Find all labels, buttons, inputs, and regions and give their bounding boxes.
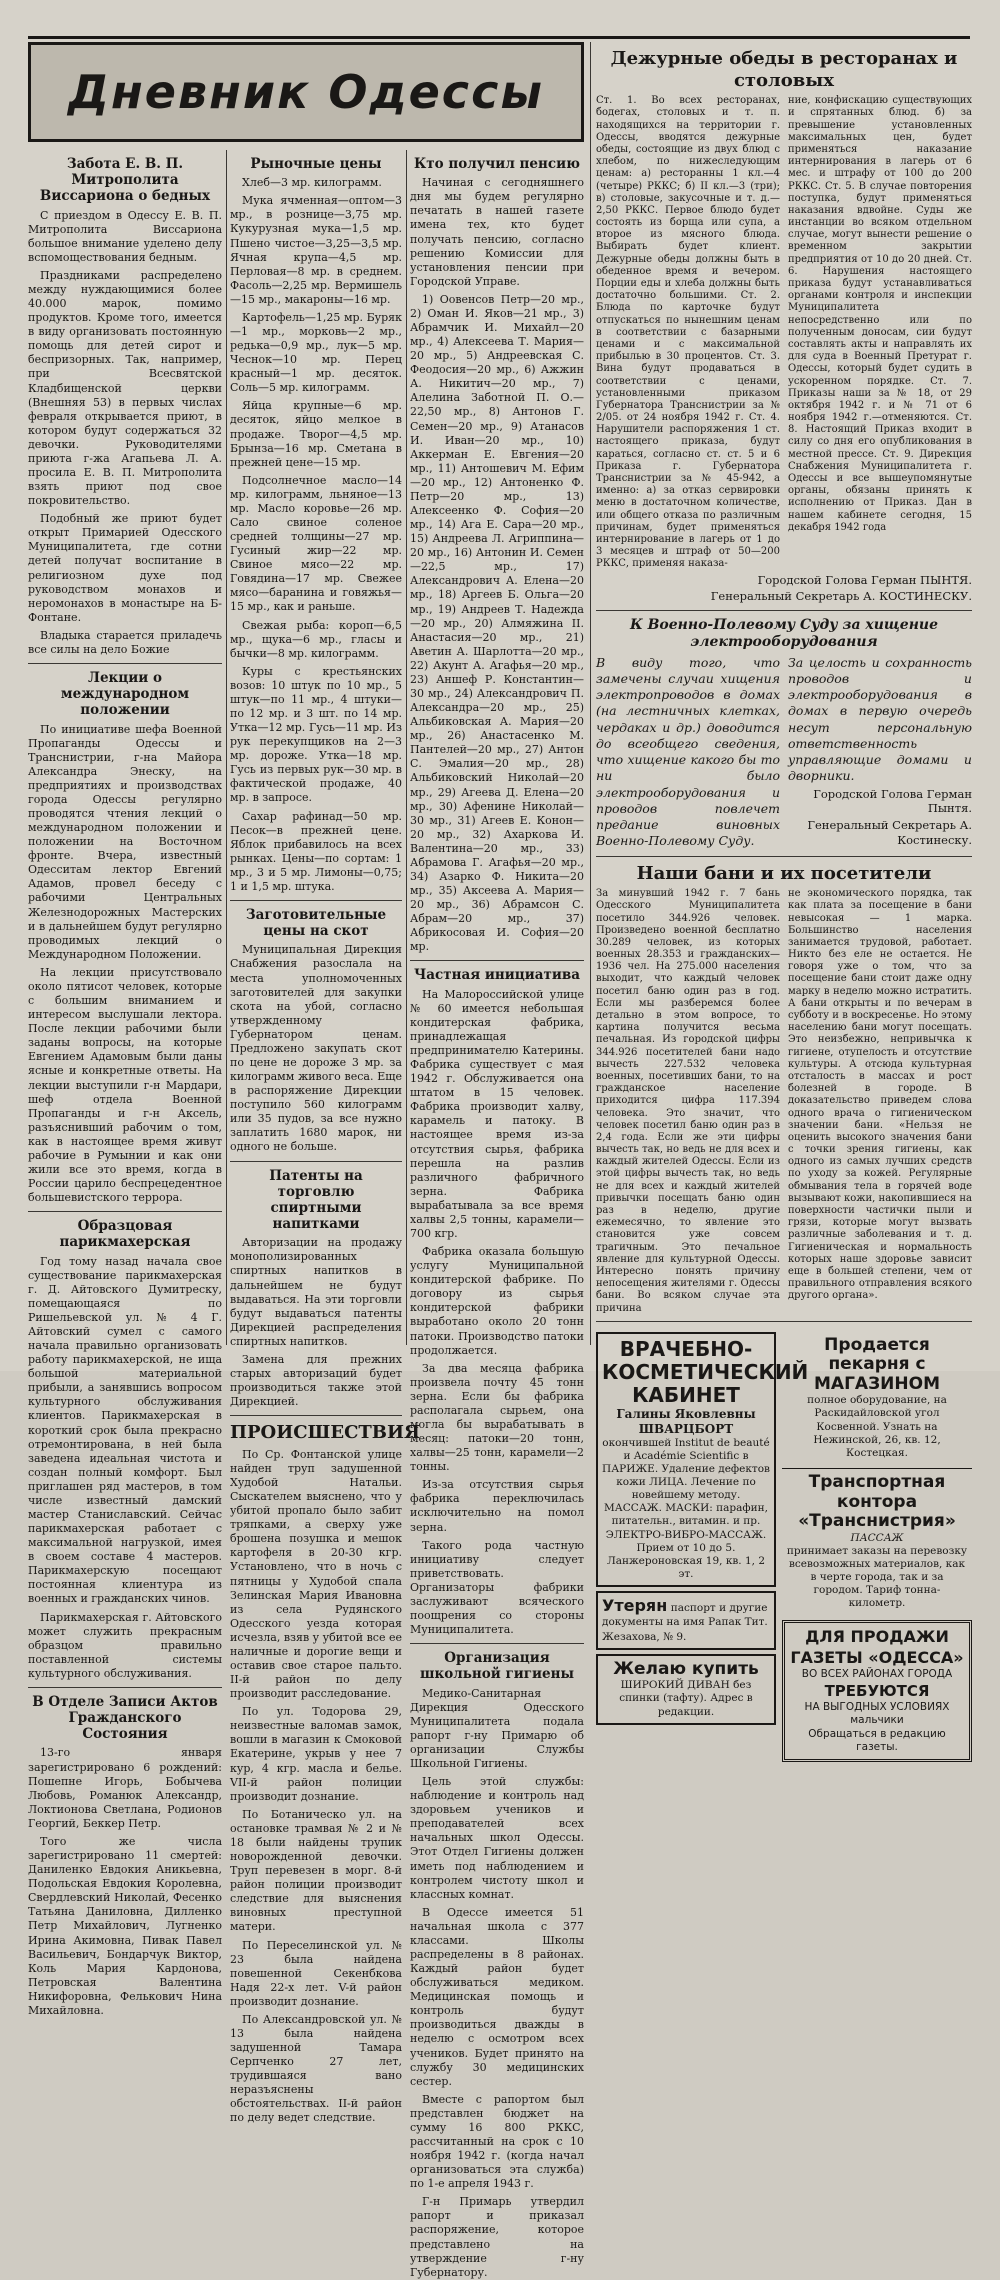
signature: Городской Голова Герман Пынтя.: [813, 786, 972, 816]
column-divider: [590, 42, 591, 1345]
column-divider: [226, 150, 227, 1345]
paragraph: По Переселинской ул. № 23 была найдена повешенной Секенбкова Надя 22-х лет. V-й район производит дознание.: [230, 1938, 402, 2008]
ad-text: окончившей Institut de beauté и Académie Scientific в ПАРИЖЕ. Удаление дефектов кожи ЛИЦА. Лечение по новейшему методу. МАССАЖ. МАСКИ: парафин, питательн., витамин. и пр. ЭЛЕКТРО-ВИБРО-МАССАЖ. Прием от 10 до 5. Ланжероновская 19, кв. 1, 2 эт.: [602, 1436, 770, 1580]
divider: [596, 610, 972, 611]
right-block: [788, 655, 972, 850]
article-title: Заготовительные цены на скот: [245, 907, 387, 940]
ad-column-left: [596, 1328, 809, 1768]
ad-text: ШИРОКИЙ ДИВАН без спинки (тафту). Адрес в редакции.: [619, 1679, 753, 1718]
paragraph: Парикмахерская г. Айтовского может служить прекрасным образцом правильно поставленной системы культурного обслуживания.: [28, 1610, 222, 1680]
ad-text: ВО ВСЕХ РАЙОНАХ ГОРОДА: [801, 1668, 953, 1681]
paragraph: Вместе с рапортом был представлен бюджет на сумму 16 800 РККС, рассчитанный на срок с 10 ноября 1942 г. (когда начал организоваться эта служба) по 1-е апреля 1943 г.: [410, 2092, 584, 2191]
ad-heading: Утерян: [602, 1596, 668, 1616]
column-3: [410, 150, 584, 2279]
column-divider: [406, 150, 407, 1345]
ad-heading: Продается пекарня с МАГАЗИНОМ: [814, 1334, 940, 1394]
divider: [596, 1321, 972, 1322]
divider: [28, 1211, 222, 1212]
divider: [230, 1415, 402, 1416]
paragraph: Владыка старается приладечь все силы на дело Божие: [28, 628, 222, 656]
paragraph: Г-н Примарь утвердил рапорт и приказал распоряжение, которое представлено на утверждение г-ну Губернатору.: [410, 2195, 584, 2279]
article-title: Дежурные обеды в ресторанах и столовых: [610, 48, 958, 91]
ad-name: Галины Яковлевны ШВАРЦБОРТ: [616, 1406, 756, 1436]
paragraph: 1) Оовенсов Петр—20 мр., 2) Оман И. Яков—21 мр., 3) Абрамчик И. Михайл—20 мр., 4) Алексеева Т. Мария—20 мр., 5) Андреевская С. Феодосия—20 мр., 6) Ажжин А. Никитич—20 мр., 7) Алелина Заботной П. О.—22,50 мр., 8) Антонов Г. Семен—20 мр., 9) Атанасов И. Иван—20 мр., 10) Аккерман Е. Евгения—20 мр., 11) Антошевич М. Ефим—20 мр., 12) Антоненко Ф. Петр—20 мр., 13) Алексеенко Ф. София—20 мр., 14) Ага Е. Сара—20 мр., 15) Андреева Л. Агриппина—20 мр., 16) Антонин И. Семен—22,5 мр., 17) Александрович А. Елена—20 мр., 18) Аргеев Б. Ольга—20 мр., 19) Андреев Т. Надежда—20 мр., 20) Алмяжина II. Анастасия—20 мр., 21) Аветин А. Шарлотта—20 мр., 22) Акунт А. Агафья—20 мр., 23) Аншеф Р. Константин—30 мр., 24) Александрович П. Александра—20 мр., 25) Альбиковская А. Мария—20 мр., 26) Анастасенко М. Пантелей—20 мр., 27) Антон С. Эмалия—20 мр., 28) Альбиковский Николай—20 мр., 29) Агеева Д. Елена—20 мр., 30) Афенине Николай—30 мр., 31) Агеев Е. Конон—20 мр., 32) Ахаркова И. Валентина—20 мр., 33) Абрамова Г. Агафья—20 мр., 34) Азарко Ф. Никита—20 мр., 35) Аксеева А. Мария—20 мр., 36) Абрамсон С. Абрам—20 мр., 37) Абрикосовая И. София—20 мр.: [410, 292, 584, 954]
paragraph: Год тому назад начала свое существование парикмахерская г. Д. Айтовского Думитреску, помещающаяся по Ришельевской ул. № 4 Г. Айтовский сумел с самого начала правильно организовать работу парикмахерской, не ища большой материальной прибыли, а занявшись вопросом культурного обслуживания клиентов. Парикмахерская в короткий срок была прекрасно отремонтирована, в ней была заведена идеальная чистота и создан полный комфорт. Был приглашен ряд мастеров, в том числе известный дамский мастер Станиславский. Сейчас парикмахерская работает с максимальной нагрузкой, имея в своем составе 4 мастеров. Парикмахерскую посещают постоянная клиентура из военных и гражданских чинов.: [28, 1254, 222, 1606]
paragraph: Праздниками распределено между нуждающимися более 40.000 марок, помимо продуктов. Кроме того, имеется в виду организовать постоянную помощь для детей сирот и беспризорных. Так, например, при Всесвятской Кладбищенской церкви (Внешняя 53) в первых числах февраля открывается приют, в котором будут содержаться 32 девочки. Руководителями приюта г-жа Агапьева Л. А. просила Е. В. П. Митрополита взять приют под свое покровительство.: [28, 268, 222, 508]
ad-heading: Транспортная контора «Транснистрия»: [798, 1471, 956, 1532]
paragraph: За два месяца фабрика произвела почту 45 тонн зерна. Если бы фабрика располагала сырьем, она могла бы вырабатывать в месяц: патоки—20 тонн, халвы—25 тонн, карамели—2 тонны.: [410, 1361, 584, 1474]
article-title: В Отделе Записи Актов Гражданского Состояния: [32, 1693, 218, 1743]
paragraph: Такого рода частную инициативу следует приветствовать. Организаторы фабрики заслуживают всяческого поощрения со стороны Муниципалитета.: [410, 1538, 584, 1637]
ad-bakery: [782, 1332, 972, 1464]
paragraph: Из-за отсутствия сырья фабрика переключилась исключительно на помол зерна.: [410, 1478, 584, 1534]
paragraph: Авторизации на продажу монополизированных спиртных напитков в дальнейшем не будут выдаваться. На эти торговли будут выдаваться патенты Дирекцией распределения спиртных напитков.: [230, 1236, 402, 1348]
article-title: Забота Е. В. П. Митрополита Виссариона о бедных: [39, 156, 211, 205]
ad-column-right: [782, 1328, 972, 1768]
masthead: [28, 42, 584, 142]
article-title: Лекции о международном положении: [60, 669, 190, 719]
ad-subheading: ПАССАЖ: [850, 1531, 904, 1544]
article-title: Наши бани и их посетители: [636, 862, 932, 884]
divider: [410, 960, 584, 961]
paragraph: 13-го января зарегистрировано 6 рождений: Пошепне Игорь, Бобычева Любовь, Романюк Александр, Локтионова Светлана, Родионов Георгий, Беккер Петр.: [28, 1746, 222, 1830]
ad-text: НА ВЫГОДНЫХ УСЛОВИЯХ мальчики: [804, 1700, 950, 1727]
article-title: Кто получил пенсию: [414, 156, 580, 172]
top-rule: [28, 36, 970, 39]
column-2: [230, 150, 420, 2125]
paragraph: Медико-Санитарная Дирекция Одесского Муниципалитета подала рапорт г-ну Примарю об организации Службы Школьной Гигиены.: [410, 1686, 584, 1770]
paragraph: По Ср. Фонтанской улице найден труп задушенной Худобой Натальи. Сыскателем выяснено, что у убитой пропало было забит тряпками, а сверху уже брошена позушка и мешок картофеля в 20-30 кгр. Установлено, что в ночь с пятницы у Худобой спала Зелинская Мария Ивановна из села Рудянского Одесского уезда которая исчезла, взяв у убитой все ее наличные и дорогие вещи и оставив свое старое пальто. II-й район по делу производит расследование.: [230, 1447, 402, 1701]
paragraph: Куры с крестьянских возов: 10 штук по 10 мр., 5 штук—по 11 мр., 4 штуки—по 12 мр. и 3 шт. по 14 мр. Утка—12 мр. Гусь—11 мр. Из рук перекупщиков на 2—3 мр. дороже. Утка—18 мр. Гусь из первых рук—30 мр. в фактической продаже, 40 мр. в запросе.: [230, 664, 402, 805]
paragraph: Подобный же приют будет открыт Примарией Одесского Муниципалитета, где сотни детей получат воспитание в религиозном духе под руководством монахов и неромонахов в монастыре на Б-Фонтане.: [28, 512, 222, 624]
ad-newspaper-sellers: [782, 1620, 972, 1761]
paragraph: За минувший 1942 г. 7 бань Одесского Муниципалитета посетило 344.926 человек. Произведено военной бесплатно 30.289 человек, из которых военных 28.353 и гражданских—1936 чел. На 275.000 населения выходит, что каждый человек посетил баню один раз в год. Если мы разберемся более детально в этом вопросе, то картина получится весьма печальная. Из городской цифры 344.926 посетителей бани надо вычесть 227.532 человека военных, посетивших бани, то на гражданское население приходится цифра 117.394 человека. Это значит, что человек посетил баню один раз в 2,4 года. Если же эти цифры вычесть так, но ведь не для всех и каждый жителей Одессы. Если из этой цифры вычесть так, но ведь не для всех и каждый жителей привычки посещать баню один раз в неделю, другие ежемесячно, то явление это становится уже совсем трагичным. Это печальное явление для культурной Одессы. Интересно понять причину непосещения жителями г. Одессы бани. Во всяком случае эта причина: [596, 888, 780, 1314]
paragraph: В виду того, что замечены случаи хищения электропроводов в домах (на лестничных клетках, чердаках и др.) доводится до всеобщего сведения, что хищение какого бы то ни было электрооборудования и проводов повлечет предание виновных Военно-Полевому Суду.: [596, 654, 780, 849]
ad-heading: Желаю купить: [613, 1658, 759, 1679]
paragraph: Начиная с сегодняшнего дня мы будем регулярно печатать в нашей газете имена тех, кто будет получать пенсию, согласно решению Комиссии для установления пенсии при Городской Управе.: [410, 176, 584, 288]
divider: [596, 856, 972, 857]
divider: [28, 1687, 222, 1688]
article-title: Патенты на торговлю спиртными напитками: [269, 1167, 363, 1233]
paragraph: За целость и сохранность проводов и электрооборудования в домах в первую очередь несут персональную ответственность управляющие домами и дворники.: [788, 654, 972, 784]
article-title: ПРОИСШЕСТВИЯ: [230, 1422, 420, 1444]
paragraph: На лекции присутствовало около пятисот человек, которые с большим вниманием и интересом выслушали лектора. После лекции рабочими были заданы вопросы, на которые Евгением Адамовым были даны ясные и конкретные ответы. На лекции выступили г-н Мардари, шеф отдела Военной Пропаганды и г-н Аксель, разъяснивший рабочим о том, как в настоящее время живут рабочие в Румынии и как они жили все это время, когда в России царило беспрецедентное большевистского террора.: [28, 965, 222, 1205]
ad-text: полное оборудование, на Раскидайловской угол Косвенной. Узнать на Нежинской, 26, кв. 12, Костецкая.: [807, 1394, 947, 1459]
paragraph: Того же числа зарегистрировано 11 смертей: Даниленко Евдокия Аникьевна, Подольская Евдокия Королевна, Свердлевский Николай, Фесенко Татьяна Даниловна, Дилленко Петр Михайлович, Лугненко Ирина Акимовна, Пивак Павел Васильевич, Бондарчук Виктор, Коль Мария Кардонова, Петровская Валентина Никифоровна, Фелькович Нина Михайловна.: [28, 1834, 222, 2017]
paragraph: С приездом в Одессу Е. В. П. Митрополита Виссариона большое внимание уделено делу вспомоществования бедным.: [28, 208, 222, 264]
masthead-title: Дневник Одессы: [68, 65, 544, 119]
advertisements: [596, 1328, 972, 1768]
paragraph: Хлеб—3 мр. килограмм.: [242, 176, 382, 190]
column-1: [28, 150, 222, 2017]
paragraph: Сахар рафинад—50 мр. Песок—в прежней цене. Яблок прибавилось на всех рынках. Цены—по сортам: 1 мр., 3 и 5 мр. Лимоны—0,75; 1 и 1,5 мр. штука.: [230, 809, 402, 893]
ad-heading: ДЛЯ ПРОДАЖИ ГАЗЕТЫ «ОДЕССА»: [790, 1627, 964, 1667]
ad-heading: ВРАЧЕБНО-КОСМЕТИЧЕСКИЙ КАБИНЕТ: [602, 1336, 809, 1407]
two-column-block: [596, 888, 972, 1315]
paragraph: не экономического порядка, так как плата за посещение в бани невысокая — 1 марка. Большинство населения занимается трудовой, работает. Никто без еле не остается. Не говоря уже о том, что за посещение бани стоит даже одну марку в неделю можно истратить. А бани открыты и по вечерам в субботу и в воскресенье. Но этому населению бани могут посещать. Это неизбежно, непривычка к гигиене, отупелость и отсутствие культуры. А отсюда культурная отсталость в массах и рост болезней в городе. В доказательство приведем слова одного врача о гигиеническом значении бани. «Нельзя не оценить высокого значения бани с точки зрения гигиены, как одного из самых лучших средств по уходу за кожей. Регулярные обмывания тела в горячей воде вызывают кожи, накопившиеся на поверхности частички пыли и грязи, которые могут вызвать различные заболевания и т. д. Гигиеническая и нормальность которых наше здоровье зависит еще в большей степени, чем от правильного отправления всякого другого органа».: [788, 888, 972, 1302]
ad-transport: [782, 1468, 972, 1614]
article-title: Организация школьной гигиены: [419, 1650, 575, 1683]
paragraph: Яйца крупные—6 мр. десяток, яйцо мелкое в продаже. Творог—4,5 мр. Брынза—16 мр. Сметана в прежней цене—15 мр.: [230, 399, 402, 469]
paragraph: Ст. 1. Во всех ресторанах, бодегах, столовых и т. п. находящихся на территории г. Одессы, вводятся дежурные обеды, состоящие из двух блюд с хлебом, по нижеследующим ценам: а) ресторанны 1 кл.—4 (четыре) РККС; б) II кл.—3 (три); в) столовые, закусочные и т. д.—2,50 РККС. Первое блюдо будет состоять из борща или супа, а второе из мясного блюда. Выбирать будет клиент. Дежурные обеды должны быть в обеденное время и вечером. Порции еды и хлеба должны быть достаточно большими. Ст. 2. Блюда по карточке будут отпускаться по нынешним ценам в соответствии с базарными ценами и с максимальной прибылью в 30 процентов. Ст. 3. Вина будут продаваться в соответствии с ценами, установленными приказом Губернатора Транснистрии за № 2/05. от 24 ноября 1942 г. Ст. 4. Нарушители распоряжения 1 ст. настоящего приказа, будут караться, согласно ст. ст. 5 и 6 Приказа г. Губернатора Транснистрии за № 45-942, а именно: а) за отказ сервировки меню в достаточном количестве, или общего отказа по различным причинам, будет применяться интернирование в лагерь от 1 до 3 месяцев и штраф от 50—200 РККС, применяя наказа-: [596, 95, 780, 570]
article-title: К Военно-Полевому Суду за хищение электрооборудования: [629, 616, 939, 650]
divider: [230, 1161, 402, 1162]
paragraph: Замена для прежних старых авторизаций будет производиться также этой Дирекцией.: [230, 1352, 402, 1409]
ad-text: принимает заказы на перевозку всевозможных материалов, как в черте города, так и за городом. Тариф тонна-километр.: [786, 1544, 968, 1610]
article-title: Образцовая парикмахерская: [59, 1218, 191, 1251]
paragraph: Муниципальная Дирекция Снабжения разослала на места уполномоченных заготовителей для закупки скота на убой, согласно утвержденному Губернатором ценам. Предложено закупать скот по цене не дороже 3 мр. за килограмм живого веса. Еще в распоряжение Дирекции поступило 560 килограмм или 35 пудов, за все нужно заплатить 1680 марок, ни одного не больше.: [230, 943, 402, 1154]
ad-text: ТРЕБУЮТСЯ: [824, 1681, 930, 1700]
paragraph: По инициативе шефа Военной Пропаганды Одессы и Транснистрии, г-на Майора Александра Энеску, на предприятиях и производствах города Одессы регулярно проводятся чтения лекций о международном положении и положении на Восточном фронте. Вчера, известный Одесситам лектор Евгений Адамов, провел беседу с рабочими Центральных Железнодорожных Мастерских и в дальнейшем будут регулярно проводимых лекций о Международном Положении.: [28, 722, 222, 961]
signature: Генеральный Секретарь А. КОСТИНЕСКУ.: [710, 589, 972, 604]
paragraph: На Малороссийской улице № 60 имеется небольшая кондитерская фабрика, принадлежащая предпринимателю Катерины. Фабрика существует с мая 1942 г. Обслуживается она штатом в 15 человек. Фабрика производит халву, карамель и патоку. В настоящее время из-за отсутствия сырья, фабрика перешла на разлив различного фабричного зерна. Фабрика вырабатывала за все время халвы 2,5 тонны, карамели—700 кгр.: [410, 987, 584, 1240]
paragraph: По Ботаническо ул. на остановке трамвая № 2 и № 18 были найдены трупик новорожденной девочки. Труп перевезен в морг. 8-й район полиции производит следствие для выяснения виновных преступной матери.: [230, 1807, 402, 1934]
two-column-block: [596, 655, 972, 850]
divider: [410, 1643, 584, 1644]
paragraph: Мука ячменная—оптом—3 мр., в рознице—3,75 мр. Кукурузная мука—1,5 мр. Пшено чистое—3,25—3,5 мр. Ячная крупа—4,5 мр. Перловая—8 мр. в среднем. Фасоль—2,25 мр. Вермишель—15 мр., макароны—16 мр.: [230, 194, 402, 306]
paragraph: По ул. Тодорова 29, неизвестные валомав замок, вошли в магазин к Смоковой Екатерине, укрыв у нее 7 кур, 4 кгр. масла и белье. VII-й район полиции производит дознание.: [230, 1705, 402, 1803]
article-title: Рыночные цены: [250, 156, 382, 172]
paragraph: Подсолнечное масло—14 мр. килограмм, льняное—13 мр. Масло коровье—26 мр. Сало свиное соленое средней толщины—27 мр. Гусиный жир—22 мр. Свиное мясо—22 мр. Говядина—17 мр. Свежее мясо—баранина и говяжья—15 мр., как и раньше.: [230, 473, 402, 614]
paragraph: ние, конфискацию существующих и спрятанных блюд. б) за превышение установленных максимальных цен, будет применяться наказание интернирования в лагерь от 6 мес. и штрафу от 100 до 200 РККС. Ст. 5. В случае повторения поступка, будут применяться наказания вдвойне. Суды же инстанции во всяком отдельном случае, могут вынести решение о временном закрытии предприятия от 10 до 20 дней. Ст. 6. Нарушения настоящего приказа будут устанавливаться органами контроля и инспекции Муниципалитета непосредственно или по полученным доносам, сии будут составлять акты и направлять их для суда в Военный Претурат г. Одессы, который будет судить в ускоренном порядке. Ст. 7. Приказы наши за № 18, от 29 октября 1942 г. и № 71 от 6 ноября 1942 г.—отменяются. Ст. 8. Настоящий Приказ входит в силу со дня его опубликования в местной прессе. Ст. 9. Дирекция Снабжения Муниципалитета г. Одессы и все вышеупомянутые органы, обязаны принять к исполнению от Приказ. Дан в нашем кабинете сегодня, 15 декабря 1942 года: [788, 95, 972, 533]
signature: Городской Голова Герман ПЫНТЯ.: [757, 572, 972, 587]
divider: [28, 663, 222, 664]
paragraph: В Одессе имеется 51 начальная школа с 377 классами. Школы распределены в 8 районах. Каждый район будет обслуживаться медиком. Медицинская помощь и контроль будут производиться дважды в неделю с осмотром всех учеников. Будет принято на службу 30 медицинских сестер.: [410, 1905, 584, 2088]
paragraph: Цель этой службы: наблюдение и контроль над здоровьем учеников и преподавателей всех начальных школ Одессы. Этот Отдел Гигиены должен иметь под наблюдением и контролем чистоту школ и классных комнат.: [410, 1775, 584, 1901]
divider: [230, 900, 402, 901]
ad-text: Обращаться в редакцию газеты.: [808, 1727, 946, 1754]
ad-text: паспорт и другие документы на имя Рапак Тит. Жезахова, № 9.: [602, 1602, 768, 1643]
ad-lost: [596, 1591, 776, 1650]
signature: Генеральный Секретарь А. Костинеску.: [807, 817, 972, 847]
paragraph: По Александровской ул. № 13 была найдена задушенной Тамара Серпченко 27 лет, трудившаяся вано неразъяснены обстоятельствах. II-й район по делу ведет следствие.: [230, 2012, 402, 2125]
ad-wish-to-buy: [596, 1654, 776, 1725]
ad-cosmetic-cabinet: [596, 1332, 809, 1587]
paragraph: Картофель—1,25 мр. Буряк—1 мр., морковь—2 мр., редька—0,9 мр., лук—5 мр. Чеснок—10 мр. Перец красный—1 мр. десяток. Соль—5 мр. килограмм.: [230, 310, 402, 395]
two-column-block: [596, 95, 972, 570]
article-title: Частная инициатива: [413, 967, 581, 984]
paragraph: Фабрика оказала большую услугу Муниципальной кондитерской фабрике. По договору из сырья кондитерской фабрики выработано около 20 тонн патоки. Производство патоки продолжается.: [410, 1245, 584, 1357]
paragraph: Свежая рыба: короп—6,5 мр., щука—6 мр., гласы и бычки—8 мр. килограмм.: [230, 618, 402, 660]
column-4: [596, 42, 972, 1754]
